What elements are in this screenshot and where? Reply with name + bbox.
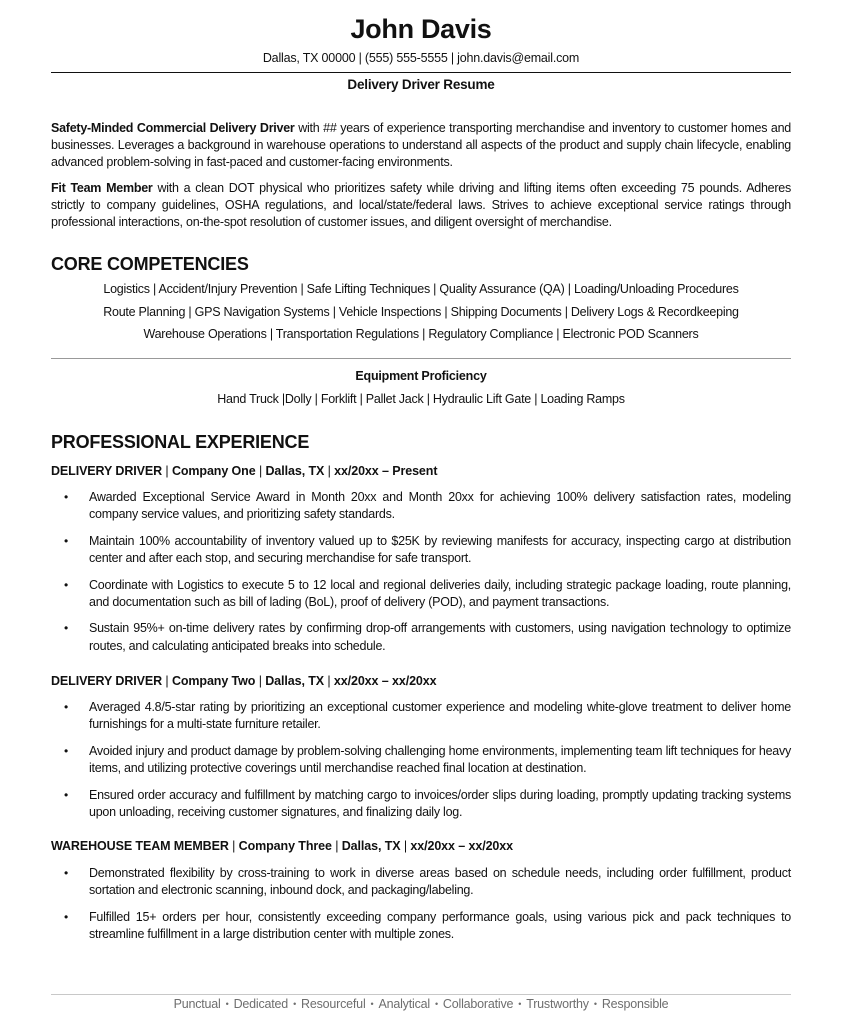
- candidate-name: John Davis: [350, 14, 492, 44]
- job-role: DELIVERY DRIVER: [51, 464, 163, 478]
- bullet-icon: •: [64, 743, 68, 758]
- resume-title: Delivery Driver Resume: [347, 77, 495, 92]
- job-1-bullets: [51, 489, 791, 655]
- job-2-bullets: [51, 699, 791, 821]
- trait: Resourceful: [301, 997, 366, 1011]
- trait: Punctual: [173, 997, 221, 1011]
- footer-divider: [51, 994, 791, 995]
- dot-separator-icon: •: [518, 999, 522, 1009]
- list-item: • Demonstrated flexibility by cross-training to work in diverse areas based on schedule needs, including order fulfillment, product sortation and electronic scanning, inbound dock, and packaging/labeling.: [64, 866, 791, 898]
- dot-separator-icon: •: [293, 999, 297, 1009]
- list-item: • Maintain 100% accountability of inventory valued up to $25K by reviewing manifests for accuracy, inspecting cargo at distribution center and after each stop, and securing merchandise for safe transport.: [64, 533, 791, 566]
- job-location: Dallas, TX: [265, 674, 324, 688]
- job-role: WAREHOUSE TEAM MEMBER: [51, 839, 229, 853]
- list-item: • Ensured order accuracy and fulfillment by matching cargo to invoices/order slips during loading, promptly updating tracking systems upon unloading, receiving customer signatures, and finalizing daily log.: [64, 787, 791, 820]
- competencies-line-3: Warehouse Operations | Transportation Regulations | Regulatory Compliance | Electronic POD Scanners: [143, 327, 699, 341]
- job-dates: xx/20xx – xx/20xx: [410, 839, 513, 853]
- trait: Trustworthy: [526, 997, 589, 1011]
- summary-paragraph-1: [51, 120, 791, 172]
- equipment-title: Equipment Proficiency: [355, 369, 487, 383]
- dot-separator-icon: •: [593, 999, 597, 1009]
- job-header-2: DELIVERY DRIVER | Company Two | Dallas, TX | xx/20xx – xx/20xx: [51, 674, 437, 688]
- equipment-line: Hand Truck |Dolly | Forklift | Pallet Jack | Hydraulic Lift Gate | Loading Ramps: [217, 392, 625, 406]
- summary-text-2: with a clean DOT physical who prioritizes safety while driving and lifting items often exceeding 75 pounds. Adheres strictly to company guidelines, OSHA regulations, and local/state/federal laws. Strives to achieve exceptional service ratings through professional interactions, on-the-spot resolution of customer issues, and diligent oversight of merchandise.: [51, 181, 792, 230]
- bullet-icon: •: [64, 787, 68, 802]
- bullet-icon: •: [64, 909, 68, 924]
- summary-text-1: with ## years of experience transporting merchandise and inventory to customer homes and businesses. Leverages a background in warehouse operations to understand all aspects of the product and supply chain lifecycle, enabling advanced problem-solving in fast-paced and customer-facing environments.: [51, 121, 791, 170]
- bullet-icon: •: [64, 577, 68, 592]
- list-item: • Sustain 95%+ on-time delivery rates by confirming drop-off arrangements with customers, using navigation technology to optimize routes, and calculating anticipated breaks into schedule.: [64, 621, 791, 653]
- job-company: Company Two: [171, 674, 256, 688]
- bullet-icon: •: [64, 533, 68, 548]
- job-company: Company One: [171, 464, 256, 478]
- trait: Responsible: [601, 997, 669, 1011]
- job-header-1: DELIVERY DRIVER | Company One | Dallas, TX | xx/20xx – Present: [51, 464, 438, 478]
- summary-paragraph-2: [51, 180, 791, 232]
- trait: Dedicated: [233, 997, 289, 1011]
- header-divider: [51, 72, 791, 73]
- trait: Collaborative: [442, 997, 514, 1011]
- bullet-icon: •: [64, 700, 68, 714]
- trait: Analytical: [378, 997, 430, 1011]
- job-location: Dallas, TX: [341, 839, 401, 853]
- dot-separator-icon: •: [434, 999, 438, 1009]
- summary-lead-2: Fit Team Member: [51, 181, 153, 195]
- job-company: Company Three: [238, 839, 332, 853]
- bullet-icon: •: [64, 621, 68, 636]
- job-dates: xx/20xx – Present: [334, 464, 438, 478]
- list-item: • Avoided injury and product damage by problem-solving challenging home environments, implementing team lift techniques for heavy items, and utilizing protective coverings until merchandise reached final location at destination.: [64, 743, 791, 776]
- footer-traits: [51, 997, 791, 1011]
- list-item: • Coordinate with Logistics to execute 5 to 12 local and regional deliveries daily, including strategic package loading, route planning, and documentation such as bill of lading (BoL), proof of delivery (POD), and payment transactions.: [64, 577, 791, 610]
- contact-info: Dallas, TX 00000 | (555) 555-5555 | john.davis@email.com: [262, 51, 580, 65]
- section-title-experience: PROFESSIONAL EXPERIENCE: [51, 432, 310, 452]
- job-role: DELIVERY DRIVER: [51, 674, 163, 688]
- competencies-line-2: Route Planning | GPS Navigation Systems | Vehicle Inspections | Shipping Documents | Delivery Logs & Recordkeeping: [103, 305, 739, 319]
- competencies-divider: [51, 358, 791, 359]
- job-header-3: WAREHOUSE TEAM MEMBER | Company Three | Dallas, TX | xx/20xx – xx/20xx: [51, 839, 513, 853]
- job-dates: xx/20xx – xx/20xx: [333, 674, 437, 688]
- dot-separator-icon: •: [225, 999, 229, 1009]
- job-location: Dallas, TX: [265, 464, 325, 478]
- bullet-icon: •: [64, 866, 68, 880]
- list-item: • Averaged 4.8/5-star rating by prioritizing an exceptional customer experience and modeling white-glove treatment to deliver home furnishings for a multi-state furniture retailer.: [64, 700, 791, 732]
- section-title-core-competencies: CORE COMPETENCIES: [51, 254, 249, 274]
- dot-separator-icon: •: [370, 999, 374, 1009]
- bullet-icon: •: [64, 490, 68, 504]
- list-item: • Fulfilled 15+ orders per hour, consistently exceeding company performance goals, using various pick and pack techniques to streamline fulfillment in a large distribution center with multiple zones.: [64, 909, 791, 942]
- job-3-bullets: [51, 865, 791, 944]
- competencies-line-1: Logistics | Accident/Injury Prevention | Safe Lifting Techniques | Quality Assurance (QA) | Loading/Unloading Procedures: [103, 282, 739, 296]
- list-item: • Awarded Exceptional Service Award in Month 20xx and Month 20xx for achieving 100% delivery satisfaction rates, modeling company service values, and prioritizing safety standards.: [64, 490, 791, 522]
- summary-lead-1: Safety-Minded Commercial Delivery Driver: [51, 121, 295, 135]
